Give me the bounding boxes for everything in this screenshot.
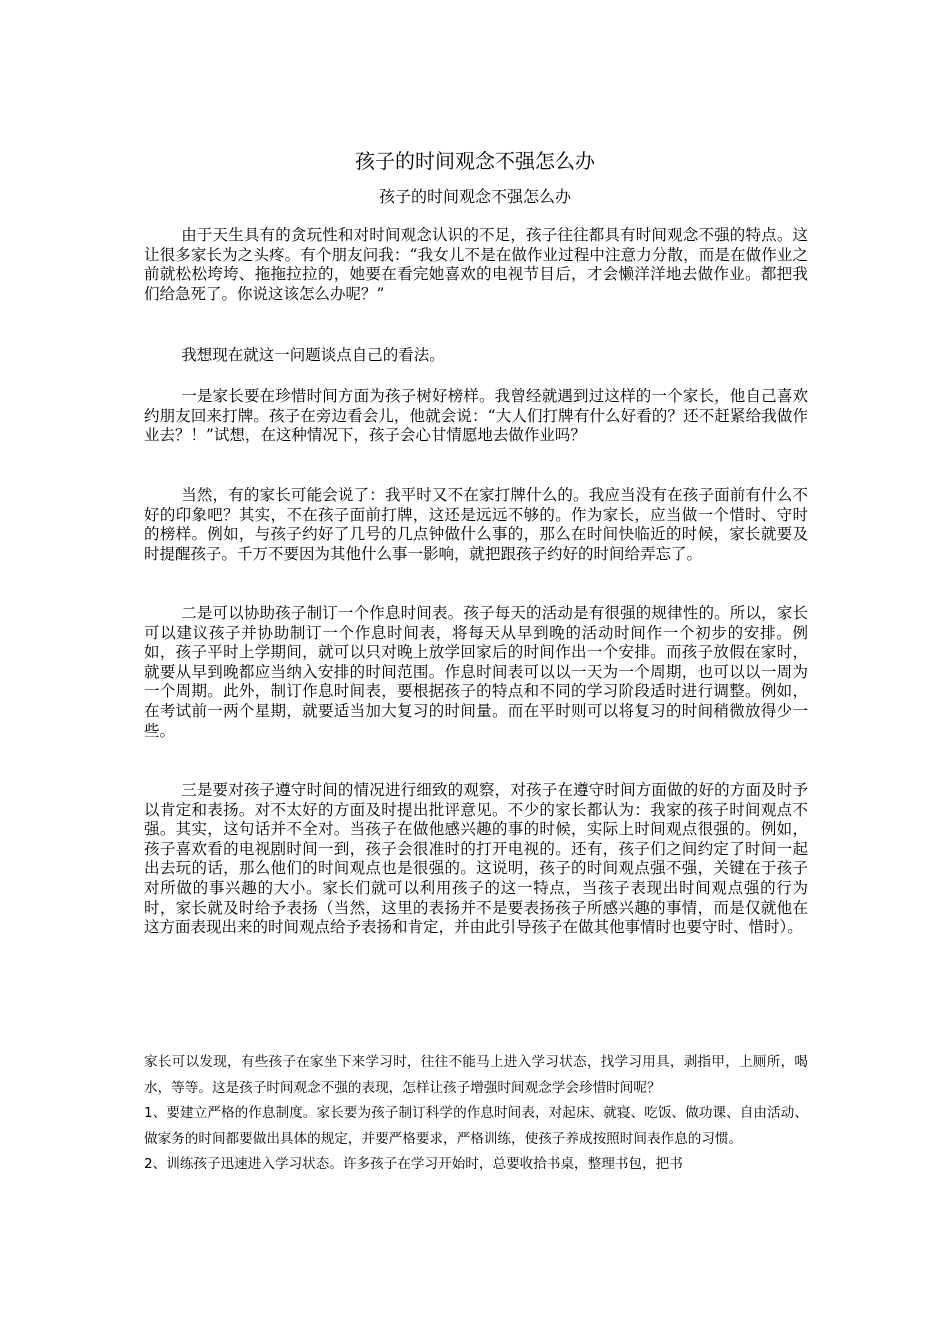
document-title: 孩子的时间观念不强怎么办 xyxy=(355,149,595,173)
paragraph-point-three: 三是要对孩子遵守时间的情况进行细致的观察，对孩子在遵守时间方面做的好的方面及时予以肯定和表扬。对不太好的方面及时提出批评意见。不少的家长都认为：我家的孩子时间观点不强。其实，这句话并不全对。当孩子在做他感兴趣的事的时候，实际上时间观点很强的。例如，孩子喜欢看的电视剧时间一到，孩子会很准时的打开电视的。还有，孩子们之间约定了时间一起出去玩的话，那么他们的时间观点也是很强的。这说明，孩子的时间观点强不强，关键在于孩子对所做的事兴趣的大小。家长们就可以利用孩子的这一特点，当孩子表现出时间观点强的行为时，家长就及时给予表扬（当然，这里的表扬并不是要表扬孩子所感兴趣的事情，而是仅就他在这方面表现出来的时间观点给予表扬和肯定，并由此引导孩子在做其他事情时也要守时、惜时）。 xyxy=(144,781,808,937)
tips-intro: 家长可以发现，有些孩子在家坐下来学习时，往往不能马上进入学习状态，找学习用具，剥指甲，上厕所，喝水，等等。这是孩子时间观念不强的表现，怎样让孩子增强时间观念学会珍惜时间呢？ xyxy=(144,1054,808,1096)
tips-section xyxy=(144,1050,808,1178)
paragraph-point-one: 一是家长要在珍惜时间方面为孩子树好榜样。我曾经就遇到过这样的一个家长，他自己喜欢约朋友回来打牌。孩子在旁边看会儿，他就会说：“大人们打牌有什么好看的？还不赶紧给我做作业去？！”试想，在这种情况下，孩子会心甘情愿地去做作业吗？ xyxy=(144,387,808,445)
paragraph-point-one-cont: 当然，有的家长可能会说了：我平时又不在家打牌什么的。我应当没有在孩子面前有什么不好的印象吧？其实，不在孩子面前打牌，这还是远远不够的。作为家长，应当做一个惜时、守时的榜样。例如，与孩子约好了几号的几点钟做什么事的，那么在时间快临近的时候，家长就要及时提醒孩子。千万不要因为其他什么事一影响，就把跟孩子约好的时间给弄忘了。 xyxy=(144,486,808,563)
paragraph-point-two: 二是可以协助孩子制订一个作息时间表。孩子每天的活动是有很强的规律性的。所以，家长可以建议孩子并协助制订一个作息时间表，将每天从早到晚的活动时间作一个初步的安排。例如，孩子平时上学期间，就可以只对晚上放学回家后的时间作出一个安排。而孩子放假在家时，就要从早到晚都应当纳入安排的时间范围。作息时间表可以以一天为一个周期，也可以以一周为一个周期。此外，制订作息时间表，要根据孩子的特点和不同的学习阶段适时进行调整。例如，在考试前一两个星期，就要适当加大复习的时间量。而在平时则可以将复习的时间稍微放得少一些。 xyxy=(144,604,808,740)
document-subtitle: 孩子的时间观念不强怎么办 xyxy=(378,187,571,206)
paragraph-intro: 由于天生具有的贪玩性和对时间观念认识的不足，孩子往往都具有时间观念不强的特点。这让很多家长为之头疼。有个朋友问我：“我女儿不是在做作业过程中注意力分散，而是在做作业之前就松松垮垮、拖拖拉拉的，她要在看完她喜欢的电视节目后，才会懒洋洋地去做作业。都把我们给急死了。你说这该怎么办呢？” xyxy=(144,226,808,303)
paragraph-opinion: 我想现在就这一问题谈点自己的看法。 xyxy=(181,346,445,364)
tip-item: 2、训练孩子迅速进入学习状态。许多孩子在学习开始时，总要收拾书桌，整理书包，把书 xyxy=(144,1156,683,1172)
tip-item: 1、要建立严格的作息制度。家长要为孩子制订科学的作息时间表，对起床、就寝、吃饭、做功课、自由活动、做家务的时间都要做出具体的规定，并要严格要求，严格训练，使孩子养成按照时间表作息的习惯。 xyxy=(144,1105,808,1147)
